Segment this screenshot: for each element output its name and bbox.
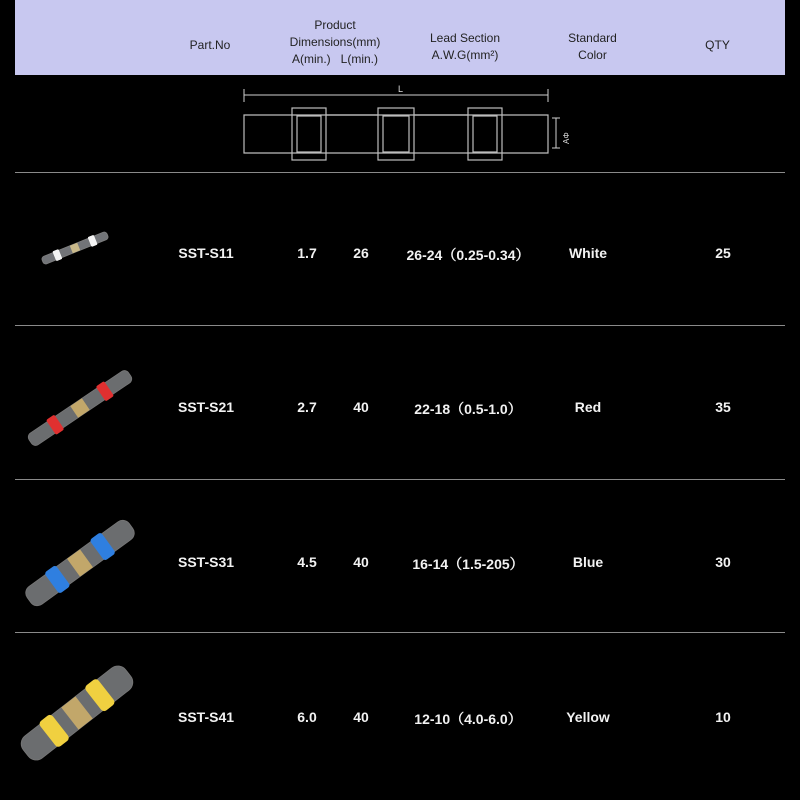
cell-a-min: 1.7: [297, 245, 317, 261]
row-divider: [15, 172, 785, 173]
cell-a-min: 2.7: [297, 399, 317, 415]
cell-standard-color: Blue: [572, 554, 604, 570]
cell-qty: 10: [715, 709, 731, 725]
splice-connector-white-image: [35, 218, 115, 278]
cell-a-min: 6.0: [297, 709, 317, 725]
row-divider: [15, 325, 785, 326]
cell-l-min: 40: [353, 554, 369, 570]
cell-a-min: 4.5: [297, 554, 317, 570]
header-color-line2: Color: [578, 48, 607, 62]
header-l-min: L(min.): [340, 52, 379, 66]
header-dimensions: [275, 17, 395, 68]
cell-part-no: SST-S41: [177, 709, 235, 725]
cell-lead-section: 26-24（0.25-0.34）: [406, 247, 530, 263]
header-qty: QTY: [705, 38, 730, 52]
cell-qty: 30: [715, 554, 731, 570]
cell-standard-color: White: [568, 245, 608, 261]
row-divider: [15, 479, 785, 480]
row-divider: [15, 632, 785, 633]
header-a-min: A(min.): [291, 52, 331, 66]
splice-connector-yellow-image: [12, 655, 142, 770]
header-lead-section: [400, 30, 530, 64]
header-standard-color: [550, 30, 635, 64]
length-dimension-line: [244, 89, 548, 102]
splice-connector-blue-image: [15, 510, 145, 615]
diameter-label: AΦ: [562, 132, 571, 144]
cell-lead-section: 12-10（4.0-6.0）: [414, 711, 522, 727]
cell-lead-section: 22-18（0.5-1.0）: [414, 401, 522, 417]
length-label: L: [398, 84, 404, 94]
cell-standard-color: Yellow: [566, 709, 610, 725]
cell-standard-color: Red: [574, 399, 602, 415]
cell-qty: 25: [715, 245, 731, 261]
header-lead-line2: A.W.G(mm²): [431, 48, 499, 62]
cell-part-no: SST-S31: [177, 554, 235, 570]
header-part-no: Part.No: [189, 38, 231, 52]
cell-part-no: SST-S21: [177, 399, 235, 415]
cell-part-no: SST-S11: [178, 245, 234, 261]
cell-l-min: 40: [353, 399, 369, 415]
cell-lead-section: 16-14（1.5-205）: [412, 556, 524, 572]
dimension-diagram: [230, 80, 590, 170]
diameter-dimension-line: [552, 118, 560, 148]
cell-qty: 35: [715, 399, 731, 415]
splice-connector-red-image: [15, 360, 145, 455]
header-dimensions-sub: [275, 51, 395, 68]
splice-outline: [244, 108, 548, 160]
header-dimensions-line1: Product: [314, 18, 356, 32]
header-color-line1: Standard: [568, 31, 617, 45]
header-lead-line1: Lead Section: [429, 31, 501, 45]
table-header: [15, 0, 785, 75]
cell-l-min: 26: [353, 245, 369, 261]
header-dimensions-line2: Dimensions(mm): [289, 35, 381, 49]
cell-l-min: 40: [353, 709, 369, 725]
